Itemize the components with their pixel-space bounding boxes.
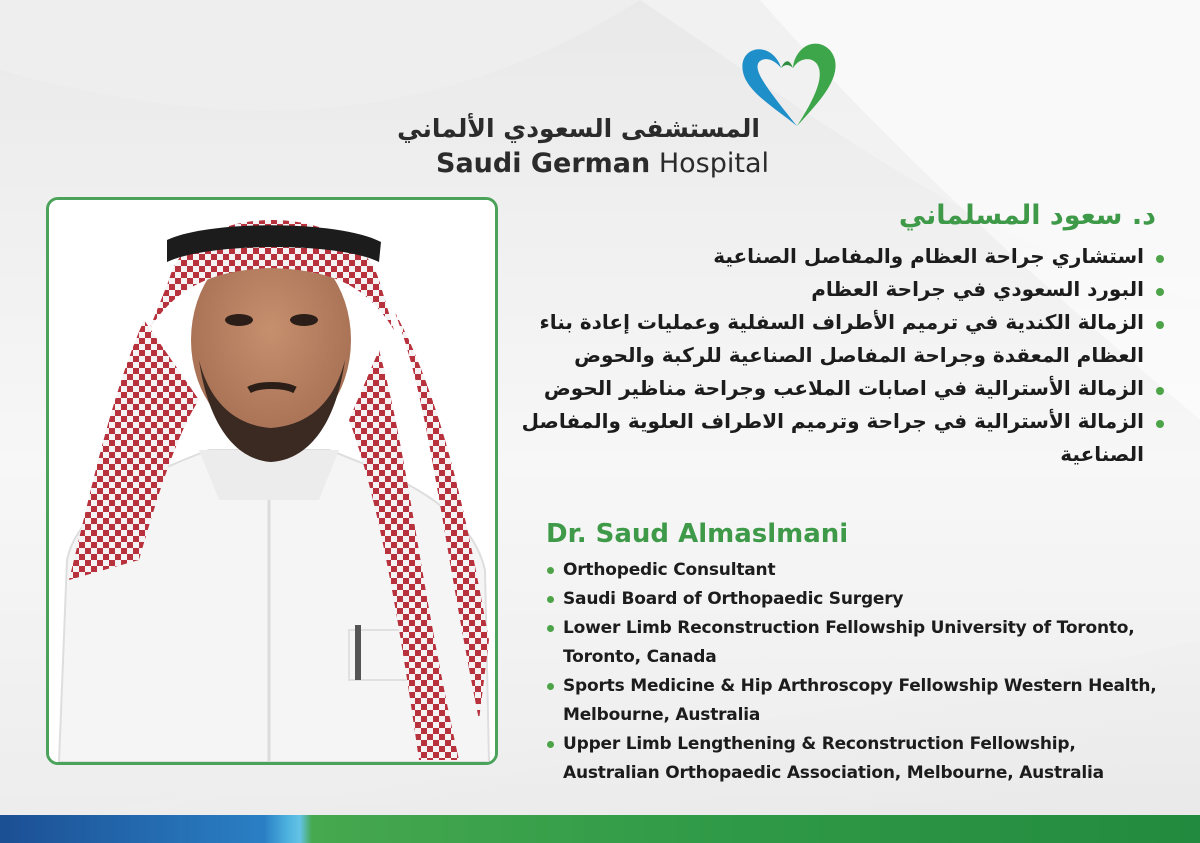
arabic-credential-item: الزمالة الأسترالية في جراحة وترميم الاطراف العلوية والمفاصل الصناعية <box>505 405 1170 471</box>
doctor-photo <box>46 197 498 765</box>
arabic-doctor-name: د. سعود المسلماني <box>898 200 1156 231</box>
arabic-credential-item: الزمالة الأسترالية في اصابات الملاعب وجراحة مناظير الحوض <box>505 372 1170 405</box>
english-section <box>546 516 1166 788</box>
english-doctor-name: Dr. Saud Almaslmani <box>546 519 849 549</box>
english-credential-item: Sports Medicine & Hip Arthroscopy Fellowship Western Health, Melbourne, Australia <box>546 672 1166 730</box>
arabic-credential-item: البورد السعودي في جراحة العظام <box>505 273 1170 306</box>
english-credentials-list <box>546 556 1166 788</box>
arabic-credentials-list <box>505 240 1170 471</box>
logo-english-regular: Hospital <box>658 148 769 179</box>
english-credential-item: Upper Limb Lengthening & Reconstruction Fellowship, Australian Orthopaedic Association, Melbourne, Australia <box>546 730 1166 788</box>
arabic-section <box>505 198 1170 471</box>
english-credential-item: Orthopedic Consultant <box>546 556 1166 585</box>
bottom-brand-bar <box>0 815 1200 843</box>
hospital-logo <box>397 38 770 179</box>
logo-english-bold: Saudi German <box>436 148 651 179</box>
logo-english-text <box>436 148 769 179</box>
arabic-credential-item: الزمالة الكندية في ترميم الأطراف السفلية وعمليات إعادة بناء العظام المعقدة وجراحة المفاصل الصناعية للركبة والحوض <box>505 306 1170 372</box>
logo-arabic-text: المستشفى السعودي الألماني <box>397 114 760 143</box>
english-credential-item: Saudi Board of Orthopaedic Surgery <box>546 585 1166 614</box>
english-credential-item: Lower Limb Reconstruction Fellowship University of Toronto, Toronto, Canada <box>546 614 1166 672</box>
doctor-portrait-icon <box>49 200 495 762</box>
arabic-credential-item: استشاري جراحة العظام والمفاصل الصناعية <box>505 240 1170 273</box>
